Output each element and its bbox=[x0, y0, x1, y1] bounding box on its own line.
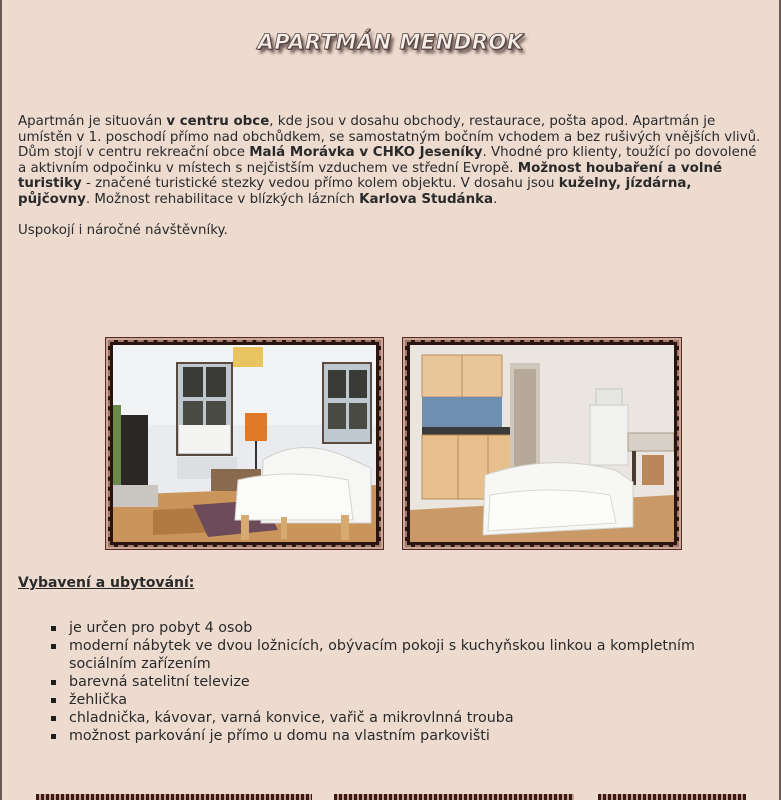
bullet-icon bbox=[51, 734, 56, 739]
emphasis-text: Malá Morávka v CHKO Jeseníky bbox=[249, 145, 483, 160]
bullet-icon bbox=[51, 680, 56, 685]
features-list bbox=[47, 619, 747, 745]
body-text: - značené turistické stezky vedou přímo kolem objektu. V dosahu jsou bbox=[81, 176, 559, 191]
emphasis-text: v centru obce bbox=[166, 114, 270, 129]
intro-paragraph-2 bbox=[18, 145, 768, 207]
intro-paragraph-1 bbox=[18, 114, 768, 145]
photo-frame-strip bbox=[36, 794, 312, 800]
body-text: Apartmán je situován bbox=[18, 114, 167, 129]
photo-frame-strip bbox=[334, 794, 574, 800]
body-text: . Možnost rehabilitace v blízkých lázních bbox=[85, 191, 360, 207]
bullet-icon bbox=[51, 716, 56, 721]
photo-frame-strip bbox=[598, 794, 746, 800]
section-heading-equipment: Vybavení a ubytování: bbox=[18, 575, 195, 591]
body-text: . bbox=[493, 191, 498, 207]
bullet-icon bbox=[51, 626, 56, 631]
feature-item bbox=[47, 637, 747, 673]
bullet-icon bbox=[51, 698, 56, 703]
emphasis-text: kuželny, jízdárna, půjčovny bbox=[18, 176, 692, 207]
living-room-photo bbox=[108, 340, 381, 547]
feature-item bbox=[47, 673, 747, 691]
feature-text: barevná satelitní televize bbox=[69, 674, 250, 690]
feature-item bbox=[47, 727, 747, 745]
body-text: . Vhodné pro klienty, toužící po dovolené a aktivním odpočinku v místech s nejčistším vzduchem ve střední Evropě. bbox=[18, 145, 757, 176]
page-title: APARTMÁN MENDROK bbox=[257, 30, 524, 54]
feature-text: žehlička bbox=[69, 692, 127, 708]
body-text: , kde jsou v dosahu obchody, restaurace, pošta apod. Apartmán je umístěn v 1. poschodí přímo nad obchůdkem, se samostatným bočním vchodem a bez rušivých vnějších vlivů. bbox=[18, 114, 761, 145]
kitchen-image bbox=[410, 345, 674, 542]
living-room-image bbox=[113, 345, 376, 542]
bullet-icon bbox=[51, 644, 56, 649]
intro-paragraph-3: Uspokojí i náročné návštěvníky. bbox=[18, 223, 228, 238]
feature-text: moderní nábytek ve dvou ložnicích, obývacím pokoji s kuchyňskou linkou a kompletním sociálním zařízením bbox=[69, 638, 695, 672]
feature-text: chladnička, kávovar, varná konvice, vařič a mikrovlnná trouba bbox=[69, 710, 514, 726]
feature-text: je určen pro pobyt 4 osob bbox=[69, 620, 253, 636]
feature-text: možnost parkování je přímo u domu na vlastním parkovišti bbox=[69, 728, 490, 744]
feature-item bbox=[47, 691, 747, 709]
emphasis-text: Možnost houbaření a volné turistiky bbox=[18, 160, 723, 191]
feature-item bbox=[47, 709, 747, 727]
body-text: Dům stojí v centru rekreační obce bbox=[18, 145, 250, 160]
feature-item bbox=[47, 619, 747, 637]
kitchen-photo bbox=[405, 340, 679, 547]
emphasis-text: Karlova Studánka bbox=[359, 191, 494, 207]
intro-text bbox=[18, 114, 768, 239]
